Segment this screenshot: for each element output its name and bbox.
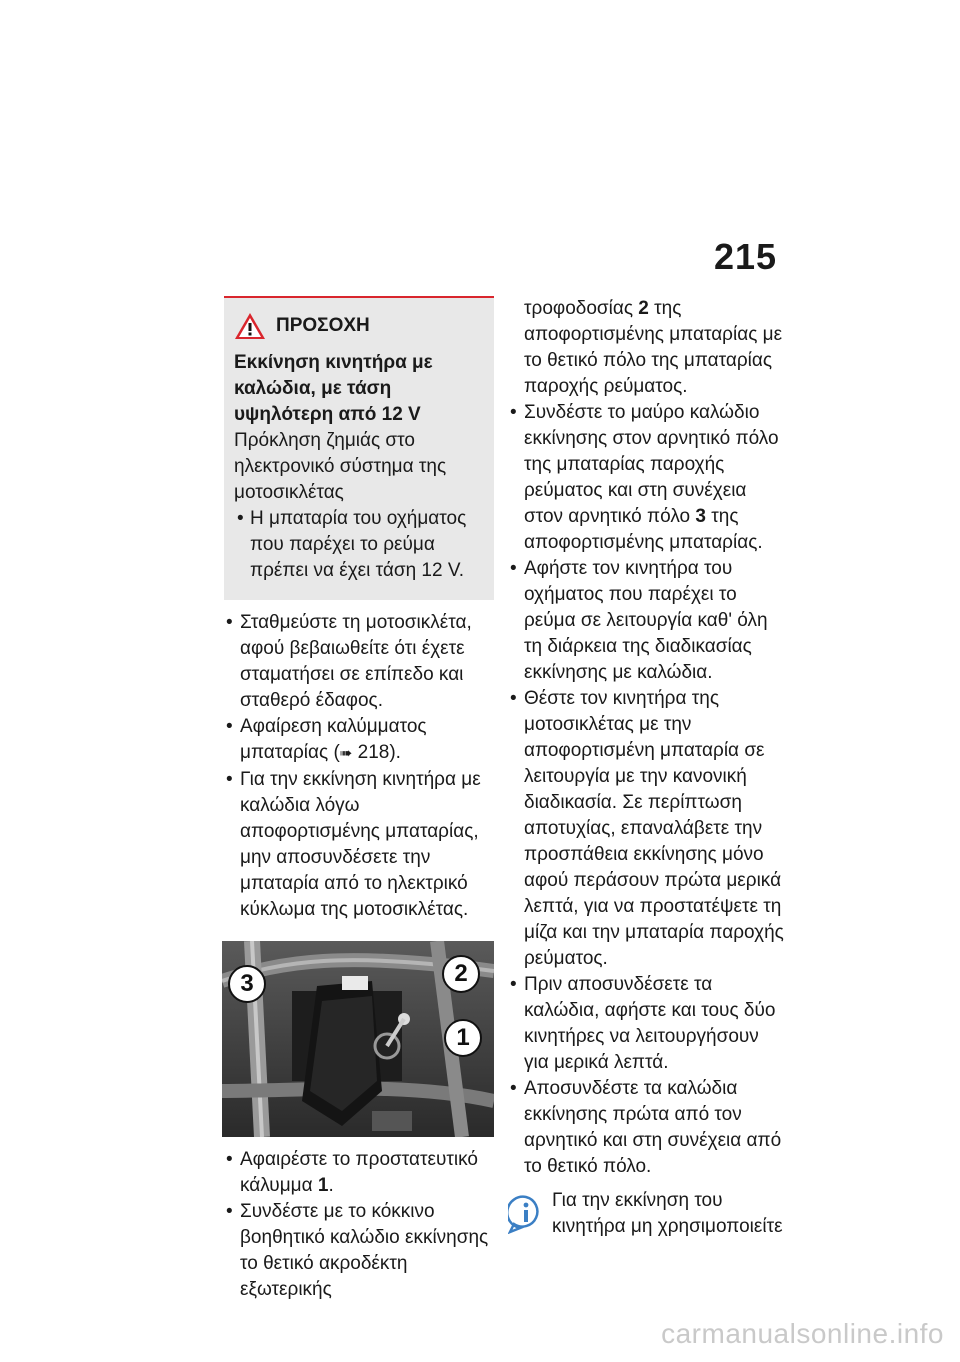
callout-1: 1 [444, 1019, 482, 1057]
right-steps [508, 400, 788, 1180]
page-number: 215 [714, 236, 778, 277]
warning-subtitle: Εκκίνηση κινητήρα με καλώδια, με τάση υψηλότερη από 12 V [234, 352, 433, 425]
step-remove-cover: • Αφαιρέστε το προστατευτικό κάλυμμα 1. [224, 1147, 494, 1199]
step-do-not-disconnect: • Για την εκκίνηση κινητήρα με καλώδια λόγω αποφορτισμένης μπαταρίας, μην αποσυνδέσετε την μπαταρία από το ηλεκτρικό κύκλωμα της μοτοσικλέτας. [224, 767, 494, 923]
warning-header [234, 312, 484, 340]
page-reference[interactable]: (➠ 218). [333, 742, 401, 763]
step-connect-black-cable: • Συνδέστε το μαύρο καλώδιο εκκίνησης στον αρνητικό πόλο της μπαταρίας παροχής ρεύματος και στη συνέχεια στον αρνητικό πόλο 3 της αποφορτισμένης μπαταρίας. [508, 400, 788, 556]
step-start-engine: • Θέστε τον κινητήρα της μοτοσικλέτας με την αποφορτισμένη μπαταρία σε λειτουργία με την κανονική διαδικασία. Σε περίπτωση αποτυχίας, επαναλάβετε την προσπάθεια εκκίνησης μόνο αφού περάσουν πρώτα μερικά λεπτά, για να προστατέψετε τη μίζα και την μπαταρία παροχής ρεύματος. [508, 686, 788, 972]
note [508, 1188, 788, 1240]
left-steps [224, 610, 494, 923]
watermark: carmanualsonline.info [661, 1318, 944, 1349]
info-note-icon [508, 1194, 544, 1234]
reference-page: 218 [357, 742, 390, 763]
step-remove-battery-cover-text: Αφαίρεση καλύμματος μπαταρίας [240, 716, 427, 763]
reference-arrow-icon: ➠ [339, 745, 353, 762]
warning-title: ΠΡΟΣΟΧΗ [276, 315, 370, 336]
step-leave-engine-running: • Αφήστε τον κινητήρα του οχήματος που παρέχει το ρεύμα σε λειτουργία καθ' όλη τη διάρκεια της διαδικασίας εκκίνησης με καλώδια. [508, 556, 788, 686]
left-column [224, 296, 494, 1303]
warning-bullet: • Η μπαταρία του οχήματος που παρέχει το ρεύμα πρέπει να έχει τάση 12 V. [234, 506, 484, 584]
warning-bullets [234, 506, 484, 584]
callout-3: 3 [228, 965, 266, 1003]
battery-photo [222, 941, 494, 1137]
warning-box [224, 296, 494, 600]
after-photo-steps [224, 1147, 494, 1303]
step-continuation: τροφοδοσίας 2 της αποφορτισμένης μπαταρίας με το θετικό πόλο της μπαταρίας παροχής ρεύματος. [524, 298, 783, 397]
step-connect-red-cable: • Συνδέστε με το κόκκινο βοηθητικό καλώδιο εκκίνησης το θετικό ακροδέκτη εξωτερικής [224, 1199, 494, 1303]
right-column [508, 296, 788, 1240]
note-text: Για την εκκίνηση του κινητήρα μη χρησιμοποιείτε [552, 1190, 783, 1237]
step-let-engines-run: • Πριν αποσυνδέσετε τα καλώδια, αφήστε και τους δύο κινητήρες να λειτουργήσουν για μερικά λεπτά. [508, 972, 788, 1076]
warning-description: Πρόκληση ζημιάς στο ηλεκτρονικό σύστημα της μοτοσικλέτας [234, 430, 447, 503]
step-disconnect-cables: • Αποσυνδέστε τα καλώδια εκκίνησης πρώτα από τον αρνητικό και στη συνέχεια από το θετικό πόλο. [508, 1076, 788, 1180]
step-park: • Σταθμεύστε τη μοτοσικλέτα, αφού βεβαιωθείτε ότι έχετε σταματήσει σε επίπεδο και σταθερό έδαφος. [224, 610, 494, 714]
step-remove-battery-cover [224, 714, 494, 767]
callout-2: 2 [442, 955, 480, 993]
warning-triangle-icon [234, 312, 266, 340]
